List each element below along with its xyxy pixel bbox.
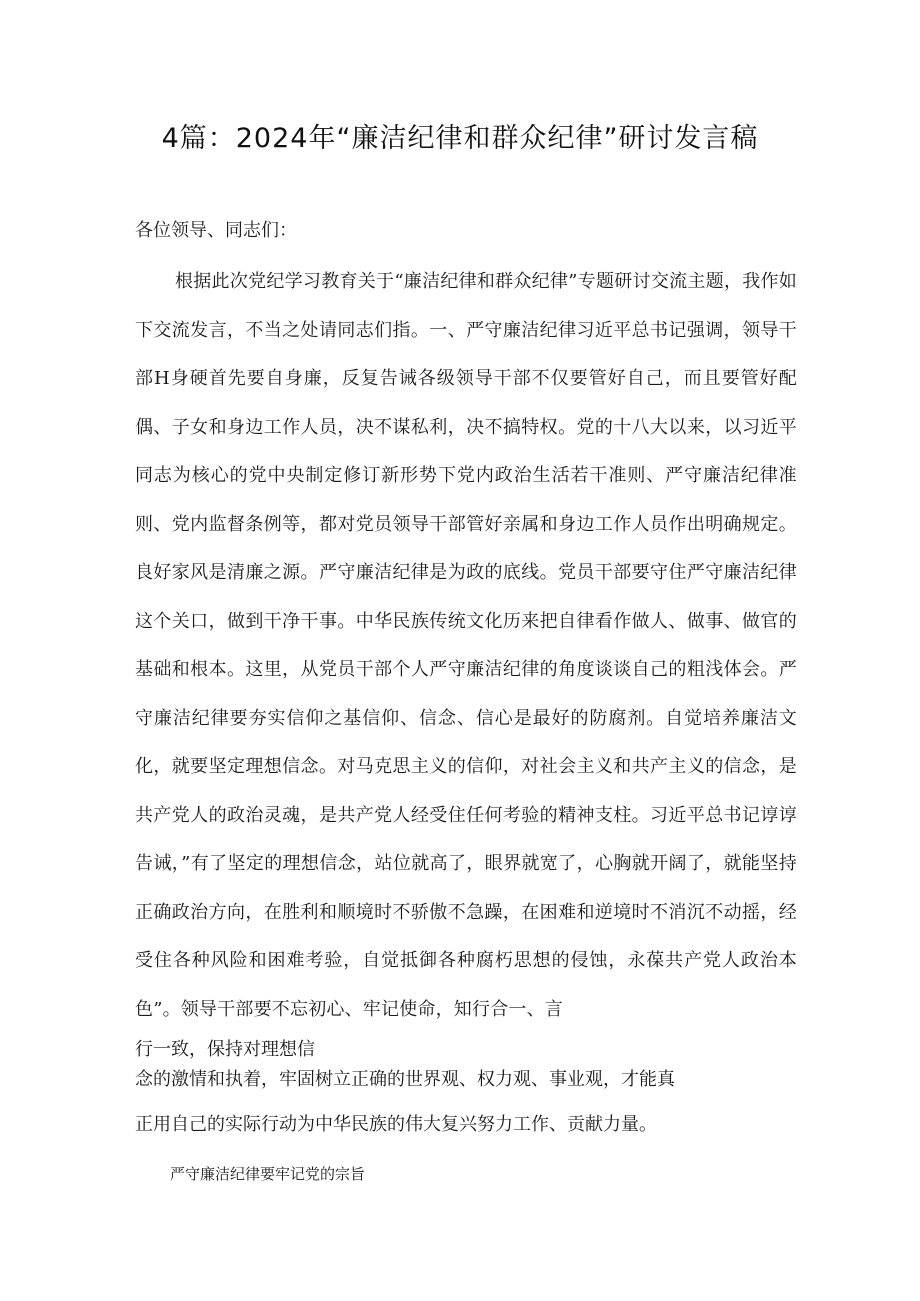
document-title: 4篇：2024年“廉洁纪律和群众纪律”研讨发言稿 (161, 123, 759, 154)
body-paragraph: 根据此次党纪学习教育关于“廉洁纪律和群众纪律”专题研讨交流主题，我作如下交流发言，不当之处请同志们指。一、严守廉洁纪律习近平总书记强调，领导干部H身硬首先要自身廉，反复告诫各级领导干部不仅要管好自己，而且要管好配偶、子女和身边工作人员，决不谋私利，决不搞特权。党的十八大以来，以习近平同志为核心的党中央制定修订新形势下党内政治生活若干准则、严守廉洁纪律准则、党内监督条例等，都对党员领导干部管好亲属和身边工作人员作出明确规定。良好家风是清廉之源。严守廉洁纪律是为政的底线。党员干部要守住严守廉洁纪律这个关口，做到干净干事。中华民族传统文化历来把自律看作做人、做事、做官的基础和根本。这里，从党员干部个人严守廉洁纪律的角度谈谈自己的粗浅体会。严守廉洁纪律要夯实信仰之基信仰、信念、信心是最好的防腐剂。自觉培养廉洁文化，就要坚定理想信念。对马克思主义的信仰，对社会主义和共产主义的信念，是共产党人的政治灵魂，是共产党人经受住任何考验的精神支柱。习近平总书记谆谆告诫，”有了坚定的理想信念，站位就高了，眼界就宽了，心胸就开阔了，就能坚持正确政治方向，在胜利和顺境时不骄傲不急躁，在困难和逆境时不消沉不动摇，经受住各种风险和困难考验，自觉抵御各种腐朽思想的侵蚀，永葆共产党人政治本色”。领导干部要不忘初心、牢记使命，知行合一、言 (135, 271, 797, 1020)
body-line-continuation: 行一致，保持对理想信 (135, 1039, 315, 1060)
body-line-continuation: 正用自己的实际行动为中华民族的伟大复兴努力工作、贡献力量。 (135, 1114, 657, 1135)
greeting: 各位领导、同志们： (135, 220, 297, 241)
body-line-continuation: 念的激情和执着，牢固树立正确的世界观、权力观、事业观，才能真 (135, 1069, 675, 1090)
section-subheading: 严守廉洁纪律要牢记党的宗旨 (170, 1165, 366, 1183)
